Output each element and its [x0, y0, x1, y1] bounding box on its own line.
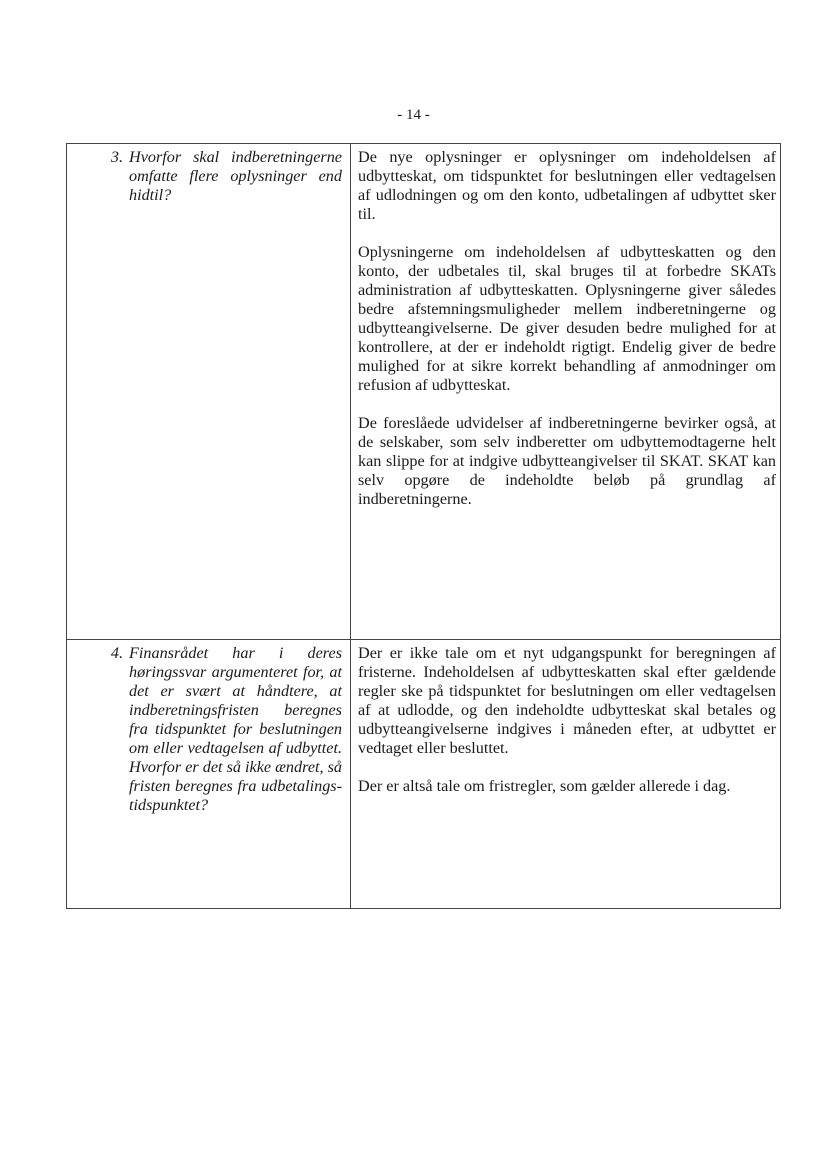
- answer-cell: [351, 640, 781, 909]
- question: [89, 644, 342, 815]
- answer-paragraph: Oplysningerne om indeholdelsen af udbytteskatten og den konto, der udbetales til, skal bruges til at forbedre SKATs administration af udbytteskatten. Oplysningerne giver således bedre afstemningsmuligheder mellem indberetningerne og udbytteangivelserne. De giver desuden bedre mulighed for at kontrollere, at der er indeholdt rigtigt. Endelig giver de bedre mulighed for at sikre korrekt behandling af anmodninger om refusion af udbytteskat.: [358, 243, 776, 394]
- table-row: [67, 640, 781, 909]
- answer-paragraph: Der er ikke tale om et nyt udgangspunkt for beregningen af fristerne. Indeholdelsen af udbytteskatten skal efter gældende regler ske på tidspunktet for beslutningen om eller vedtagelsen af at udlodde, og den indeholdte udbytteskat skal betales og udbytteangivelserne indgives i måneden efter, at udbyttet er vedtaget eller besluttet.: [358, 644, 776, 757]
- page-number: - 14 -: [397, 107, 430, 123]
- question-number: 3.: [110, 148, 123, 166]
- answer-cell: [351, 144, 781, 640]
- answer-paragraph: De foreslåede udvidelser af indberetningerne bevirker også, at de selskaber, som selv indberetter om udbyttemodtagerne helt kan slippe for at indgive udbytteangivelser til SKAT. SKAT kan selv opgøre de indeholdte beløb på grundlag af indberetningerne.: [358, 414, 776, 508]
- question-cell: [67, 640, 351, 909]
- question: [89, 148, 342, 205]
- question-text: Finansrådet har i deres høringssvar argumenteret for, at det er svært at håndtere, at indberetningsfristen beregnes fra tidspunktet for beslutningen om eller vedtagelsen af udbyttet. Hvorfor er det så ikke ændret, så fristen beregnes fra udbetalingstidspunktet?: [129, 644, 342, 814]
- question-number: 4.: [110, 644, 123, 662]
- answer-paragraph: Der er altså tale om fristregler, som gælder allerede i dag.: [358, 777, 731, 795]
- question-text: Hvorfor skal indberetningerne omfatte flere oplysninger end hidtil?: [129, 148, 342, 204]
- table-row: [67, 144, 781, 640]
- question-cell: [67, 144, 351, 640]
- qa-table: [66, 143, 781, 909]
- answer-paragraph: De nye oplysninger er oplysninger om indeholdelsen af udbytteskat, om tidspunktet for beslutningen eller vedtagelsen af udlodningen og om den konto, udbetalingen af udbyttet sker til.: [358, 148, 776, 223]
